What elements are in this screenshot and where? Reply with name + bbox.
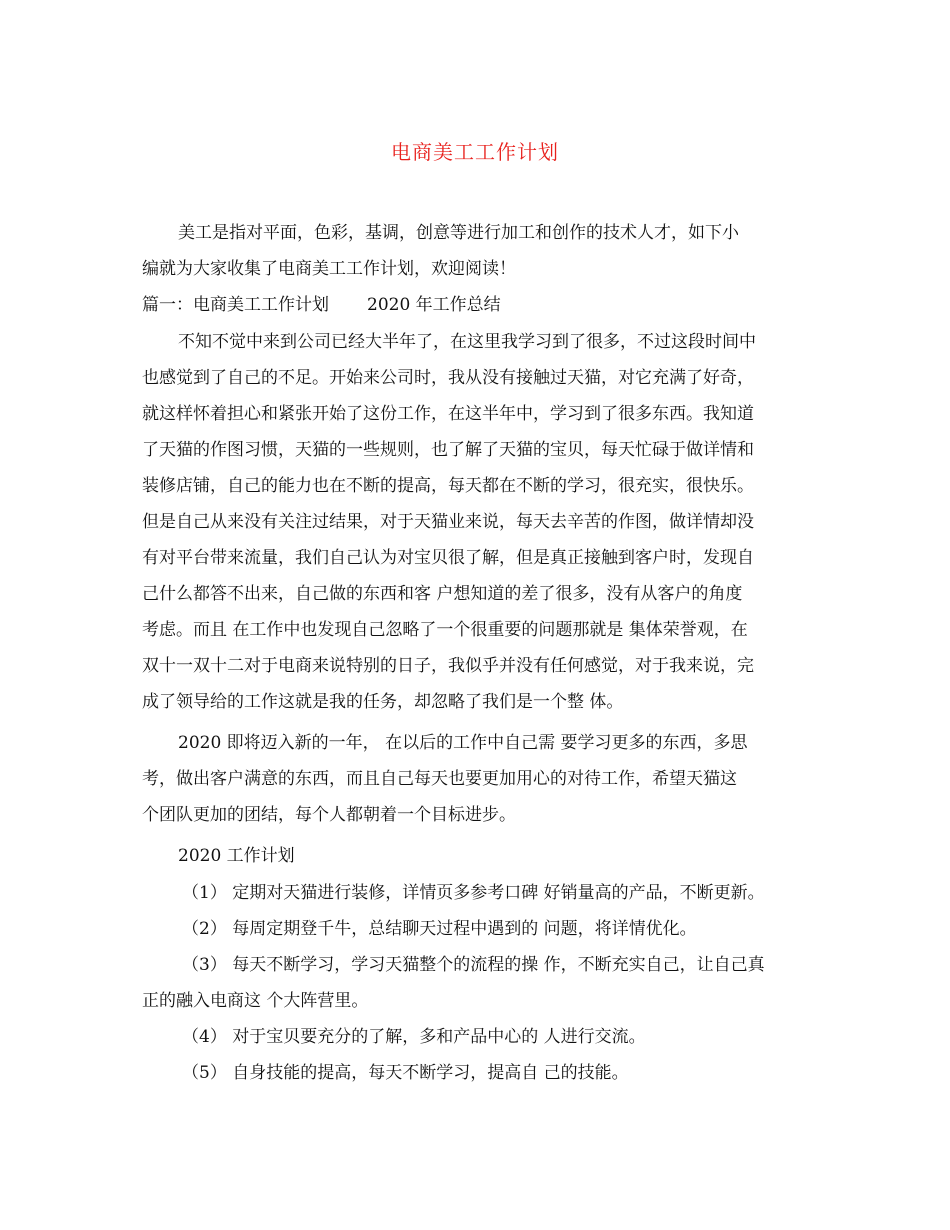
plan-item: （5） 自身技能的提高，每天不断学习，提高自 己的技能。 <box>182 1063 629 1083</box>
summary-line: 但是自己从来没有关注过结果，对于天猫业来说，每天去辛苦的作图，做详情却没 <box>142 512 754 532</box>
summary-line: 成了领导给的工作这就是我的任务，却忽略了我们是一个整 体。 <box>142 692 624 712</box>
section-label: 篇一：电商美工工作计划 <box>142 295 329 315</box>
summary-line: 有对平台带来流量，我们自己认为对宝贝很了解，但是真正接触到客户时，发现自 <box>142 548 754 568</box>
summary-line: 也感觉到了自己的不足。开始来公司时，我从没有接触过天猫，对它充满了好奇， <box>142 368 754 388</box>
plan-item: （1） 定期对天猫进行装修，详情页多参考口碑 好销量高的产品，不断更新。 <box>182 883 765 903</box>
summary-line: 就这样怀着担心和紧张开始了这份工作，在这半年中，学习到了很多东西。我知道 <box>142 404 754 424</box>
outlook-line: 个团队更加的团结，每个人都朝着一个目标进步。 <box>142 805 516 825</box>
intro-line: 美工是指对平面，色彩，基调，创意等进行加工和创作的技术人才，如下小 <box>178 223 739 243</box>
outlook-line: 2020 即将迈入新的一年， 在以后的工作中自己需 要学习更多的东西，多思 <box>178 733 748 753</box>
document-title: 电商美工工作计划 <box>391 140 559 164</box>
section-subtitle: 2020 年工作总结 <box>367 295 501 315</box>
outlook-line: 考，做出客户满意的东西，而且自己每天也要更加用心的对待工作，希望天猫这 <box>142 769 737 789</box>
plan-item-continuation: 正的融入电商这 个大阵营里。 <box>142 991 369 1011</box>
plan-item: （3） 每天不断学习，学习天猫整个的流程的操 作，不断充实自己，让自己真 <box>182 955 765 975</box>
summary-line: 装修店铺，自己的能力也在不断的提高，每天都在不断的学习，很充实，很快乐。 <box>142 476 754 496</box>
summary-line: 己什么都答不出来，自己做的东西和客 户想知道的差了很多，没有从客户的角度 <box>142 584 743 604</box>
summary-line: 双十一双十二对于电商来说特别的日子，我似乎并没有任何感觉，对于我来说，完 <box>142 656 754 676</box>
plan-item: （2） 每周定期登千牛，总结聊天过程中遇到的 问题，将详情优化。 <box>182 919 697 939</box>
summary-line: 不知不觉中来到公司已经大半年了，在这里我学习到了很多，不过这段时间中 <box>178 332 756 352</box>
section-heading <box>142 290 822 320</box>
intro-line: 编就为大家收集了电商美工工作计划，欢迎阅读！ <box>142 259 516 279</box>
plan-item: （4） 对于宝贝要充分的了解，多和产品中心的 人进行交流。 <box>182 1027 646 1047</box>
plan-heading: 2020 工作计划 <box>178 846 295 866</box>
summary-line: 了天猫的作图习惯，天猫的一些规则，也了解了天猫的宝贝，每天忙碌于做详情和 <box>142 440 754 460</box>
summary-line: 考虑。而且 在工作中也发现自己忽略了一个很重要的问题那就是 集体荣誉观，在 <box>142 620 748 640</box>
